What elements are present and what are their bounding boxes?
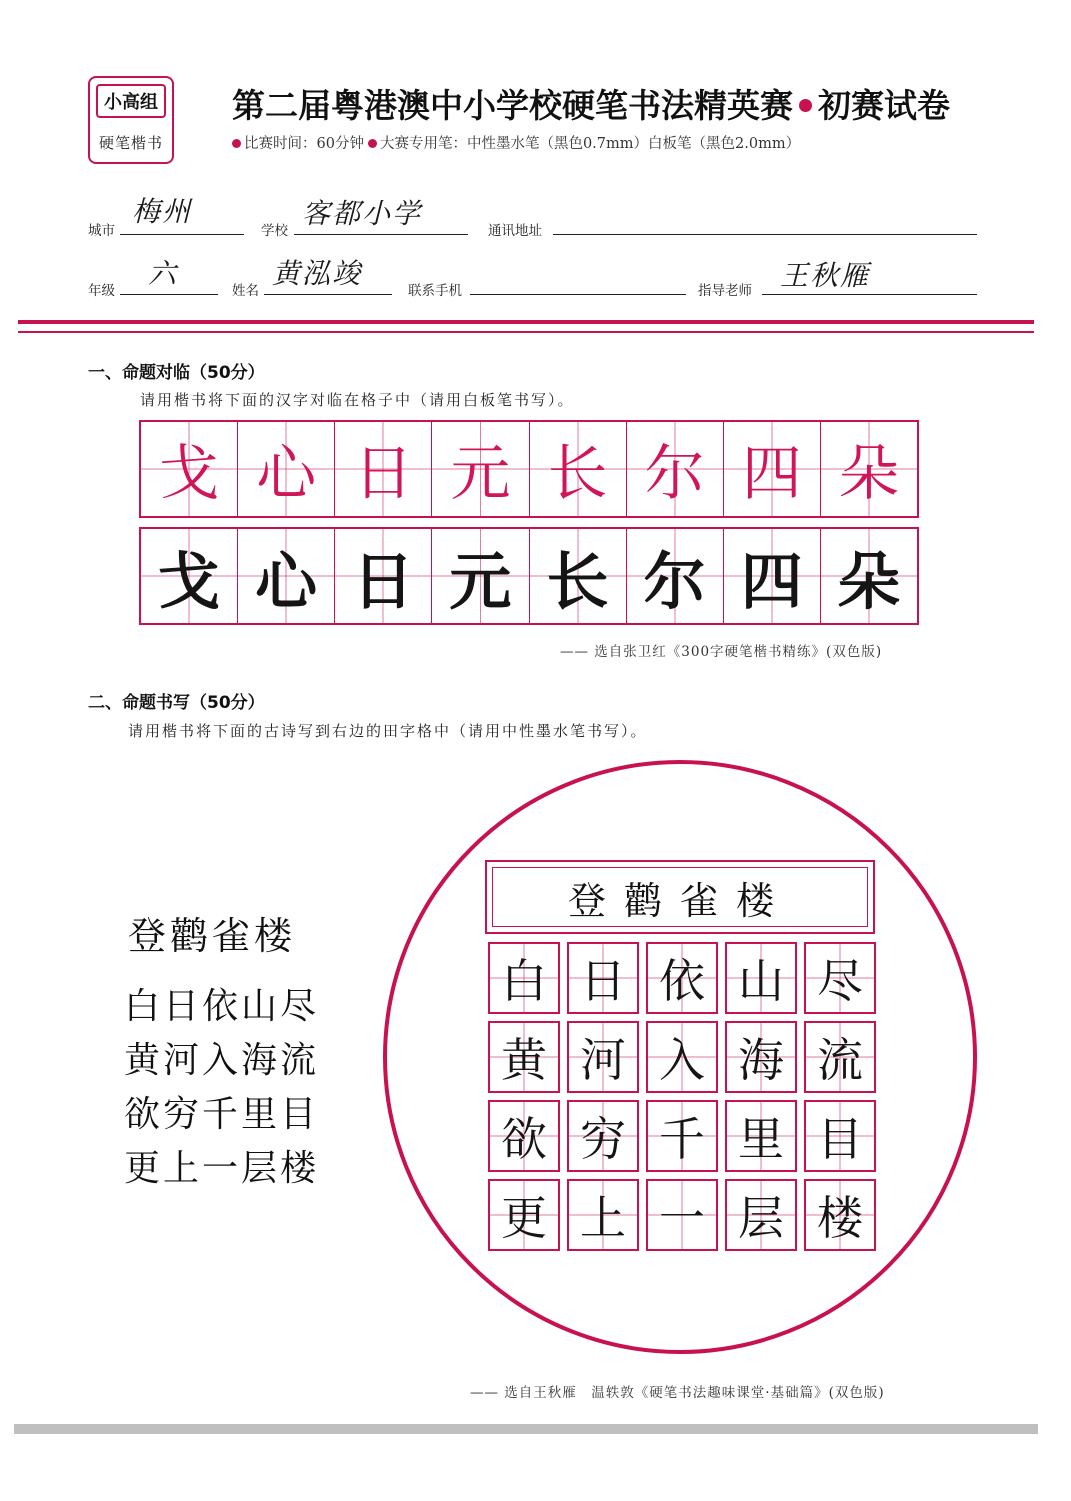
- section1-instruction: 请用楷书将下面的汉字对临在格子中（请用白板笔书写）。: [140, 391, 575, 409]
- written-poem-char: 日: [580, 954, 626, 1008]
- bullet-dot-icon: [232, 139, 241, 148]
- written-char: 朵: [837, 544, 900, 618]
- section1-heading: 一、命题对临（50分）: [88, 363, 265, 383]
- poem-line: 白日依山尽: [124, 986, 320, 1027]
- tian-cell[interactable]: [646, 1179, 718, 1251]
- written-char: 长: [546, 544, 609, 618]
- model-cell: [529, 422, 626, 516]
- exam-rules: [232, 132, 1002, 153]
- tian-cell[interactable]: [804, 942, 876, 1014]
- written-poem-char: 依: [659, 954, 705, 1008]
- section1-source: —— 选自张卫红《300字硬笔楷书精练》(双色版): [560, 644, 883, 660]
- divider-thick: [18, 320, 1034, 324]
- city-field[interactable]: 梅州: [132, 195, 193, 228]
- time-limit-text: 比赛时间：60分钟: [244, 136, 364, 152]
- model-character-row: [139, 420, 919, 518]
- written-poem-char: 河: [580, 1033, 626, 1087]
- model-cell: [334, 422, 431, 516]
- practice-character-row: [139, 527, 919, 625]
- badge-category-label: 硬笔楷书: [98, 133, 163, 152]
- poem-line: 更上一层楼: [124, 1148, 320, 1189]
- section2-heading: 二、命题书写（50分）: [88, 693, 265, 713]
- model-char: 戈: [159, 439, 220, 509]
- model-char: 尔: [644, 439, 705, 509]
- written-poem-char: 入: [659, 1033, 705, 1087]
- bottom-bar: [14, 1424, 1038, 1434]
- model-char: 日: [353, 439, 414, 509]
- written-title-box[interactable]: [485, 860, 875, 934]
- teacher-field[interactable]: 王秋雁: [780, 259, 871, 292]
- address-line: [553, 234, 977, 235]
- tian-cell[interactable]: [488, 942, 560, 1014]
- practice-cell[interactable]: [820, 529, 917, 623]
- practice-cell[interactable]: [141, 529, 237, 623]
- name-label: 姓名: [232, 283, 259, 299]
- poem-line: 黄河入海流: [124, 1040, 320, 1081]
- teacher-label: 指导老师: [698, 283, 752, 299]
- practice-cell[interactable]: [529, 529, 626, 623]
- written-poem-char: 穷: [580, 1112, 626, 1166]
- written-char: 戈: [158, 544, 221, 618]
- section2-instruction: 请用楷书将下面的古诗写到右边的田字格中（请用中性墨水笔书写）。: [128, 722, 648, 740]
- grade-field[interactable]: 六: [148, 257, 179, 290]
- written-poem-char: 更: [501, 1191, 547, 1245]
- school-label: 学校: [261, 223, 288, 239]
- tian-cell[interactable]: [567, 1021, 639, 1093]
- exam-title-main: 第二届粤港澳中小学校硬笔书法精英赛: [232, 86, 793, 125]
- tian-cell[interactable]: [804, 1021, 876, 1093]
- tian-cell[interactable]: [567, 942, 639, 1014]
- address-label: 通讯地址: [488, 223, 542, 239]
- practice-cell[interactable]: [237, 529, 334, 623]
- model-cell: [626, 422, 723, 516]
- tian-cell[interactable]: [488, 1021, 560, 1093]
- practice-cell[interactable]: [723, 529, 820, 623]
- tian-cell[interactable]: [725, 942, 797, 1014]
- city-line: [120, 234, 244, 235]
- model-cell: [141, 422, 237, 516]
- written-poem-char: 尽: [817, 954, 863, 1008]
- divider-thin: [18, 331, 1034, 333]
- written-poem-char: 里: [738, 1112, 784, 1166]
- poem-line: 欲穷千里目: [124, 1094, 320, 1135]
- written-poem-title: 登鹳雀楼: [567, 878, 792, 923]
- school-field[interactable]: 客都小学: [302, 197, 423, 230]
- poem-title: 登鹳雀楼: [128, 914, 297, 958]
- model-cell: [820, 422, 917, 516]
- tian-cell[interactable]: [725, 1179, 797, 1251]
- written-char: 尔: [643, 544, 706, 618]
- tian-cell[interactable]: [804, 1179, 876, 1251]
- phone-label: 联系手机: [408, 283, 462, 299]
- written-char: 日: [352, 544, 415, 618]
- phone-line: [470, 294, 686, 295]
- model-cell: [431, 422, 528, 516]
- name-line: [264, 294, 392, 295]
- written-poem-char: 千: [659, 1112, 705, 1166]
- group-badge: [88, 76, 174, 164]
- practice-cell[interactable]: [334, 529, 431, 623]
- written-poem-char: 目: [817, 1112, 863, 1166]
- practice-cell[interactable]: [626, 529, 723, 623]
- teacher-line: [762, 294, 977, 295]
- model-char: 元: [450, 439, 511, 509]
- model-cell: [723, 422, 820, 516]
- tian-cell[interactable]: [804, 1100, 876, 1172]
- written-poem-char: 层: [738, 1191, 784, 1245]
- tian-cell[interactable]: [488, 1179, 560, 1251]
- written-poem-char: 一: [659, 1191, 705, 1245]
- name-field[interactable]: 黄泓竣: [272, 257, 363, 290]
- written-poem-char: 黄: [501, 1033, 547, 1087]
- tian-cell[interactable]: [567, 1100, 639, 1172]
- grade-line: [120, 294, 218, 295]
- model-cell: [237, 422, 334, 516]
- model-char: 长: [547, 439, 608, 509]
- tian-cell[interactable]: [646, 1021, 718, 1093]
- model-char: 心: [256, 439, 317, 509]
- practice-cell[interactable]: [431, 529, 528, 623]
- tian-cell[interactable]: [646, 942, 718, 1014]
- bullet-dot-icon: [799, 99, 812, 112]
- written-poem-char: 欲: [501, 1112, 547, 1166]
- tian-cell[interactable]: [725, 1021, 797, 1093]
- written-char: 元: [449, 544, 512, 618]
- model-char: 朵: [838, 439, 899, 509]
- written-char: 四: [740, 544, 803, 618]
- city-label: 城市: [88, 223, 115, 239]
- written-poem-char: 上: [580, 1191, 626, 1245]
- badge-group-label: 小高组: [96, 84, 166, 118]
- tian-cell[interactable]: [567, 1179, 639, 1251]
- tian-cell[interactable]: [646, 1100, 718, 1172]
- grade-label: 年级: [88, 283, 115, 299]
- tian-cell[interactable]: [488, 1100, 560, 1172]
- bullet-dot-icon: [368, 139, 377, 148]
- section2-source: —— 选自王秋雁 温轶敦《硬笔书法趣味课堂·基础篇》(双色版): [470, 1385, 885, 1401]
- model-char: 四: [741, 439, 802, 509]
- written-poem-char: 楼: [817, 1191, 863, 1245]
- written-char: 心: [255, 544, 318, 618]
- exam-title-tail: 初赛试卷: [818, 86, 950, 125]
- written-poem-char: 山: [738, 954, 784, 1008]
- tian-cell[interactable]: [725, 1100, 797, 1172]
- school-line: [294, 234, 468, 235]
- written-poem-char: 海: [738, 1033, 784, 1087]
- written-poem-char: 流: [817, 1033, 863, 1087]
- written-poem-char: 白: [501, 954, 547, 1008]
- pen-requirement-text: 大赛专用笔：中性墨水笔（黑色0.7mm）白板笔（黑色2.0mm）: [379, 136, 801, 152]
- exam-title: [232, 80, 992, 127]
